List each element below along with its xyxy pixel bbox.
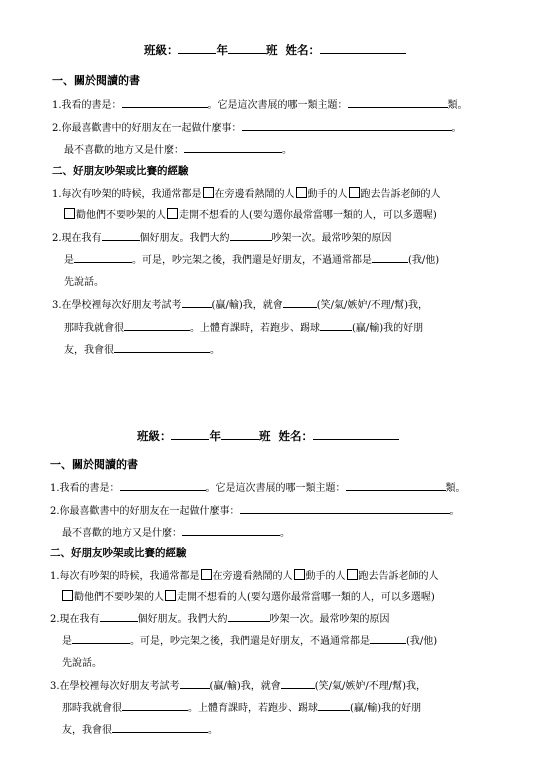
exam-result-blank[interactable] xyxy=(180,677,210,689)
q1-prefix: 1.我看的書是： xyxy=(52,100,122,111)
theme-blank[interactable] xyxy=(348,96,448,108)
q2-prefix: 2.你最喜歡書中的好朋友在一起做什麼事： xyxy=(52,123,242,134)
question-dislike xyxy=(64,141,292,156)
favorite-blank[interactable] xyxy=(242,119,452,131)
option-watcher: 在旁邊看熱鬧的人 xyxy=(214,189,295,200)
checkbox-fighter[interactable] xyxy=(296,187,307,198)
worksheet-bottom xyxy=(0,386,550,766)
ban-label: 班 xyxy=(265,43,278,57)
frequency-blank[interactable] xyxy=(230,229,272,241)
name-blank[interactable] xyxy=(320,42,406,54)
q4b-text3: (我/他) xyxy=(406,636,438,647)
question-dislike xyxy=(62,524,290,539)
q4b-text1: 是 xyxy=(62,636,72,647)
checkbox-reporter[interactable] xyxy=(349,187,360,198)
question-speak-first: 先說話。 xyxy=(62,658,102,669)
section-title-quarrel: 二、好朋友吵架或比賽的經驗 xyxy=(52,165,189,177)
q5b-text2: 。上體育課時，若跑步、踢球 xyxy=(188,703,318,714)
q5b-text2: 。上體育課時，若跑步、踢球 xyxy=(190,323,320,334)
q5a-text3: (笑/氣/嫉妒/不理/幫)我， xyxy=(316,300,428,311)
q4a-text3: 吵架一次。最常吵架的原因 xyxy=(271,233,392,244)
who-first-blank[interactable] xyxy=(372,251,408,263)
frequency-blank[interactable] xyxy=(228,610,270,622)
q1-prefix: 1.我看的書是： xyxy=(50,483,120,494)
ban-blank[interactable] xyxy=(228,42,266,54)
q5a-text2: (贏/輸)我，就會 xyxy=(211,300,283,311)
question-quarrel-reason xyxy=(64,251,439,266)
q2-suffix: 。 xyxy=(451,123,462,134)
section-title-book: 一、關於閱讀的書 xyxy=(52,74,140,87)
question-quarrel-role-cont xyxy=(64,206,437,221)
q5c-text2: 。 xyxy=(208,725,218,736)
q2b-suffix: 。 xyxy=(280,528,290,539)
checkbox-peacemaker[interactable] xyxy=(64,208,75,219)
theme-blank[interactable] xyxy=(346,479,446,491)
q5a-text1: 3.在學校裡每次好朋友考試考 xyxy=(52,300,182,311)
option-reporter: 跑去告訴老師的人 xyxy=(358,571,439,582)
question-exam xyxy=(50,677,426,692)
q5c-text2: 。 xyxy=(210,345,220,356)
question-quarrel-reason xyxy=(62,632,437,647)
q4a-text1: 2.現在我有 xyxy=(50,614,100,625)
q5a-text1: 3.在學校裡每次好朋友考試考 xyxy=(50,681,180,692)
q5b-text3: (贏/輸)我的好朋 xyxy=(352,323,424,334)
question-feeling xyxy=(62,699,421,714)
exam-result-blank[interactable] xyxy=(182,296,212,308)
q4a-text1: 2.現在我有 xyxy=(52,233,102,244)
question-quarrel-role xyxy=(52,185,441,200)
checkbox-watcher[interactable] xyxy=(203,187,214,198)
section-title-book: 一、關於閱讀的書 xyxy=(50,458,138,471)
question-book-title xyxy=(52,96,468,111)
name-label: 姓名： xyxy=(285,43,320,57)
q2b-prefix: 最不喜歡的地方又是什麼： xyxy=(62,528,182,539)
ban-blank[interactable] xyxy=(221,428,259,440)
option-peacemaker: 勸他們不要吵架的人 xyxy=(76,210,166,221)
question-exam xyxy=(52,296,428,311)
checkbox-reporter[interactable] xyxy=(347,569,358,580)
worksheet-header xyxy=(0,42,550,58)
option-watcher: 在旁邊看熱鬧的人 xyxy=(212,571,293,582)
dislike-blank[interactable] xyxy=(184,141,282,153)
q5c-text1: 友，我會很 xyxy=(64,345,114,356)
q5c-text1: 友，我會很 xyxy=(62,725,112,736)
q2b-suffix: 。 xyxy=(282,145,292,156)
q4b-text1: 是 xyxy=(64,255,74,266)
class-blank[interactable] xyxy=(178,42,216,54)
q5b-text3: (贏/輸)我的好朋 xyxy=(350,703,422,714)
q2-suffix: 。 xyxy=(449,506,460,517)
checkbox-peacemaker[interactable] xyxy=(62,590,73,601)
checkbox-walk-away[interactable] xyxy=(167,208,178,219)
sports-result-blank[interactable] xyxy=(318,699,350,711)
reaction-blank[interactable] xyxy=(281,677,315,689)
q4b-text3: (我/他) xyxy=(408,255,440,266)
q1-middle: 。它是這次書展的哪一類主題： xyxy=(205,483,346,494)
q5a-text3: (笑/氣/嫉妒/不理/幫)我， xyxy=(314,681,426,692)
question-quarrel-role-cont xyxy=(62,588,435,603)
book-title-blank[interactable] xyxy=(120,479,206,491)
q1-suffix: 類。 xyxy=(447,100,468,111)
q4a-text2: 個好朋友。我們大約 xyxy=(137,614,228,625)
option-reporter: 跑去告訴老師的人 xyxy=(360,189,441,200)
name-label: 姓名： xyxy=(278,429,313,443)
checkbox-fighter[interactable] xyxy=(294,569,305,580)
reason-blank[interactable] xyxy=(72,632,130,644)
question-favorite-activity xyxy=(52,119,462,134)
section-title-quarrel: 二、好朋友吵架或比賽的經驗 xyxy=(50,547,187,559)
q1-suffix: 類。 xyxy=(445,483,466,494)
friends-count-blank[interactable] xyxy=(100,610,138,622)
question-feeling xyxy=(64,319,423,334)
who-first-blank[interactable] xyxy=(370,632,406,644)
ban-label: 班 xyxy=(258,429,271,443)
option-fighter: 動手的人 xyxy=(307,189,348,200)
checkbox-walk-away[interactable] xyxy=(165,590,176,601)
option-peacemaker: 勸他們不要吵架的人 xyxy=(74,592,164,603)
question-favorite-activity xyxy=(50,502,460,517)
sports-feeling-blank[interactable] xyxy=(112,721,208,733)
question-friends-count xyxy=(52,229,392,244)
question-speak-first: 先說話。 xyxy=(64,277,104,288)
q5b-text1: 那時我就會很 xyxy=(64,323,124,334)
q5b-text1: 那時我就會很 xyxy=(62,703,122,714)
class-label: 班級： xyxy=(136,429,172,443)
worksheet-top xyxy=(0,0,550,380)
q2-prefix: 2.你最喜歡書中的好朋友在一起做什麼事： xyxy=(50,506,240,517)
book-title-blank[interactable] xyxy=(122,96,208,108)
q4b-text2: 。可是，吵完架之後，我們還是好朋友，不過通常都是 xyxy=(132,255,372,266)
favorite-blank[interactable] xyxy=(240,502,450,514)
feeling-blank[interactable] xyxy=(124,319,190,331)
q4b-text2: 。可是，吵完架之後，我們還是好朋友，不過通常都是 xyxy=(130,636,370,647)
question-sports-feeling xyxy=(62,721,218,736)
q1-middle: 。它是這次書展的哪一類主題： xyxy=(207,100,348,111)
dislike-blank[interactable] xyxy=(182,524,280,536)
reason-blank[interactable] xyxy=(74,251,132,263)
q3a-text: 1.每次有吵架的時候，我通常都是 xyxy=(50,571,200,582)
q2b-prefix: 最不喜歡的地方又是什麼： xyxy=(64,145,184,156)
option-walk-away: 走開不想看的人(要勾選你最常當哪一類的人，可以多選喔) xyxy=(177,592,435,603)
option-walk-away: 走開不想看的人(要勾選你最常當哪一類的人，可以多選喔) xyxy=(179,210,437,221)
question-quarrel-role xyxy=(50,567,439,582)
q4a-text2: 個好朋友。我們大約 xyxy=(139,233,230,244)
sports-result-blank[interactable] xyxy=(320,319,352,331)
question-sports-feeling xyxy=(64,341,220,356)
checkbox-watcher[interactable] xyxy=(201,569,212,580)
q3a-text: 1.每次有吵架的時候，我通常都是 xyxy=(52,189,202,200)
name-blank[interactable] xyxy=(313,428,399,440)
year-label: 年 xyxy=(209,429,221,443)
question-book-title xyxy=(50,479,466,494)
feeling-blank[interactable] xyxy=(122,699,188,711)
sports-feeling-blank[interactable] xyxy=(114,341,210,353)
worksheet-header xyxy=(0,428,543,444)
q5a-text2: (贏/輸)我，就會 xyxy=(209,681,281,692)
q4a-text3: 吵架一次。最常吵架的原因 xyxy=(269,614,390,625)
option-fighter: 動手的人 xyxy=(305,571,346,582)
class-blank[interactable] xyxy=(171,428,209,440)
question-friends-count xyxy=(50,610,390,625)
year-label: 年 xyxy=(216,43,228,57)
class-label: 班級： xyxy=(143,43,179,57)
friends-count-blank[interactable] xyxy=(102,229,140,241)
reaction-blank[interactable] xyxy=(283,296,317,308)
